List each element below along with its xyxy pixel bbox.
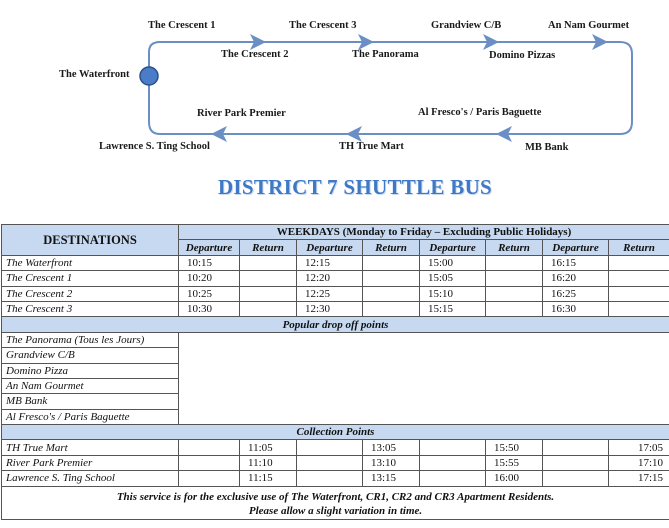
route-map [0, 0, 669, 165]
table-row [2, 332, 669, 347]
stop-label: The Crescent 2 [221, 49, 289, 60]
stop-label: MB Bank [525, 142, 569, 153]
departure-time [297, 471, 363, 486]
departure-time: 15:00 [420, 255, 486, 270]
departure-time [179, 455, 240, 470]
collection-section-header: Collection Points [2, 425, 669, 440]
dropoff-point: MB Bank [2, 394, 179, 409]
return-header: Return [609, 240, 669, 255]
return-time: 15:50 [486, 440, 543, 455]
departure-time [297, 440, 363, 455]
return-time [486, 301, 543, 316]
start-stop-label: The Waterfront [59, 69, 130, 80]
start-stop-icon [140, 67, 158, 85]
return-time [363, 255, 420, 270]
departure-time: 10:20 [179, 271, 240, 286]
departure-time: 16:25 [543, 286, 609, 301]
departure-header: Departure [543, 240, 609, 255]
return-time [363, 286, 420, 301]
return-time [240, 286, 297, 301]
return-time [609, 286, 669, 301]
return-time [486, 286, 543, 301]
departure-time [297, 455, 363, 470]
return-time: 16:00 [486, 471, 543, 486]
departure-time: 16:15 [543, 255, 609, 270]
return-time [240, 271, 297, 286]
departure-time [420, 455, 486, 470]
return-time: 11:10 [240, 455, 297, 470]
departure-header: Departure [420, 240, 486, 255]
table-row [2, 455, 669, 470]
stop-label: The Crescent 3 [289, 20, 357, 31]
destination-name: The Crescent 3 [2, 301, 179, 316]
table-row [2, 471, 669, 486]
departure-time: 15:05 [420, 271, 486, 286]
dropoff-point: Domino Pizza [2, 363, 179, 378]
table-row [2, 301, 669, 316]
departure-time: 15:15 [420, 301, 486, 316]
return-time: 11:15 [240, 471, 297, 486]
table-row [2, 440, 669, 455]
departure-time: 10:15 [179, 255, 240, 270]
stop-label: TH True Mart [339, 141, 404, 152]
return-time [609, 301, 669, 316]
departure-time: 16:30 [543, 301, 609, 316]
departure-time [179, 471, 240, 486]
dropoff-point: The Panorama (Tous les Jours) [2, 332, 179, 347]
return-header: Return [240, 240, 297, 255]
page-title: DISTRICT 7 SHUTTLE BUS [217, 175, 493, 199]
return-time: 15:55 [486, 455, 543, 470]
collection-point: TH True Mart [2, 440, 179, 455]
departure-header: Departure [297, 240, 363, 255]
stop-label: Lawrence S. Ting School [99, 141, 210, 152]
departure-header: Departure [179, 240, 240, 255]
return-time [240, 255, 297, 270]
departure-time [420, 440, 486, 455]
destination-name: The Crescent 1 [2, 271, 179, 286]
table-row [2, 286, 669, 301]
return-time [363, 271, 420, 286]
return-time [363, 301, 420, 316]
stop-label: The Crescent 1 [148, 20, 216, 31]
stop-label: Grandview C/B [431, 20, 502, 31]
return-time: 17:15 [609, 471, 669, 486]
dropoff-point: Al Fresco's / Paris Baguette [2, 409, 179, 424]
destinations-header: DESTINATIONS [2, 225, 179, 256]
departure-time: 10:25 [179, 286, 240, 301]
return-time: 13:15 [363, 471, 420, 486]
schedule-table [1, 224, 669, 520]
departure-time [543, 440, 609, 455]
departure-time: 16:20 [543, 271, 609, 286]
return-header: Return [363, 240, 420, 255]
return-time: 17:10 [609, 455, 669, 470]
return-time [609, 255, 669, 270]
departure-time: 15:10 [420, 286, 486, 301]
destination-name: The Crescent 2 [2, 286, 179, 301]
service-note-line1: This service is for the exclusive use of The Waterfront, CR1, CR2 and CR3 Apartment Residents. [116, 490, 555, 503]
departure-time [179, 440, 240, 455]
departure-time: 12:30 [297, 301, 363, 316]
departure-time [543, 455, 609, 470]
dropoff-section-header: Popular drop off points [2, 317, 669, 332]
destination-name: The Waterfront [2, 255, 179, 270]
service-note [2, 486, 669, 519]
return-time: 17:05 [609, 440, 669, 455]
return-time [240, 301, 297, 316]
departure-time: 12:25 [297, 286, 363, 301]
return-time: 11:05 [240, 440, 297, 455]
departure-time: 12:15 [297, 255, 363, 270]
return-time [609, 271, 669, 286]
dropoff-blank-area [179, 332, 669, 424]
stop-label: River Park Premier [197, 108, 286, 119]
stop-label: Domino Pizzas [489, 50, 556, 61]
return-time [486, 271, 543, 286]
return-header: Return [486, 240, 543, 255]
table-row [2, 271, 669, 286]
collection-point: Lawrence S. Ting School [2, 471, 179, 486]
return-time: 13:05 [363, 440, 420, 455]
stop-label: An Nam Gourmet [548, 20, 630, 31]
return-time [486, 255, 543, 270]
collection-point: River Park Premier [2, 455, 179, 470]
stop-label: The Panorama [352, 49, 419, 60]
dropoff-point: Grandview C/B [2, 348, 179, 363]
dropoff-point: An Nam Gourmet [2, 378, 179, 393]
service-note-line2: Please allow a slight variation in time. [248, 504, 423, 517]
return-time: 13:10 [363, 455, 420, 470]
table-row [2, 255, 669, 270]
departure-time [543, 471, 609, 486]
departure-time: 10:30 [179, 301, 240, 316]
departure-time: 12:20 [297, 271, 363, 286]
weekdays-header: WEEKDAYS (Monday to Friday – Excluding Public Holidays) [179, 225, 669, 240]
stop-label: Al Fresco's / Paris Baguette [418, 107, 542, 118]
departure-time [420, 471, 486, 486]
